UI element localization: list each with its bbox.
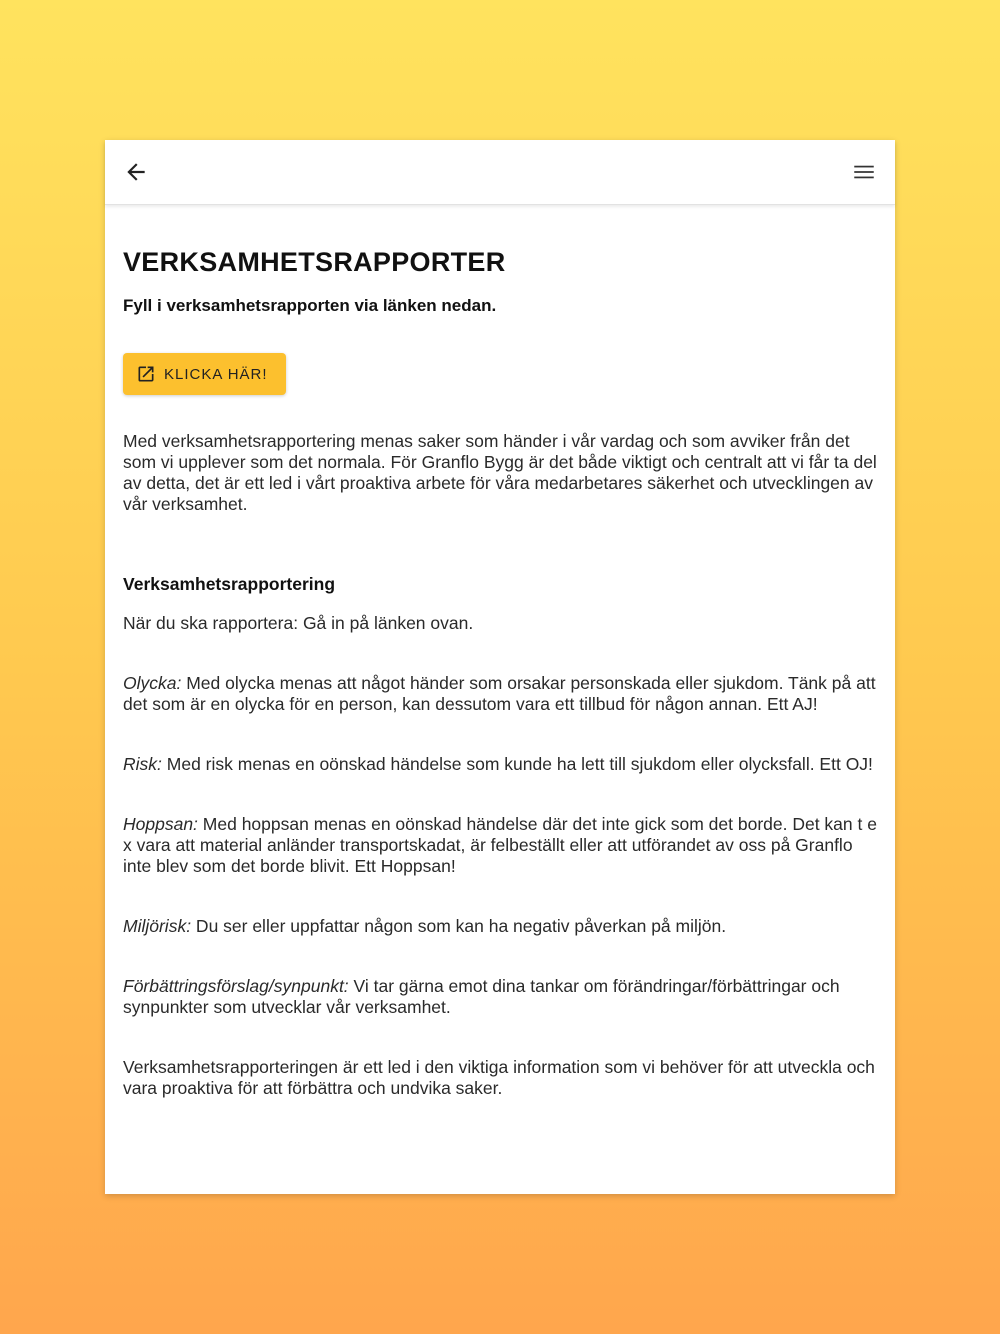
definition-risk <box>123 754 877 775</box>
definition-term: Miljörisk: <box>123 916 192 936</box>
external-link-icon <box>136 364 156 384</box>
page-subtitle: Fyll i verksamhetsrapporten via länken nedan. <box>123 296 497 315</box>
closing-paragraph: Verksamhetsrapporteringen är ett led i den viktiga information som vi behöver för att utveckla och vara proaktiva för att förbättra och undvika saker. <box>123 1057 875 1098</box>
how-to-report-text: När du ska rapportera: Gå in på länken ovan. <box>123 613 474 633</box>
definition-miljorisk <box>123 916 877 937</box>
definition-term: Olycka: <box>123 673 182 693</box>
report-card <box>105 140 895 1194</box>
definition-text: Med risk menas en oönskad händelse som kunde ha lett till sjukdom eller olycksfall. Ett OJ! <box>161 754 873 774</box>
hamburger-menu-icon[interactable] <box>851 159 877 185</box>
intro-paragraph: Med verksamhetsrapportering menas saker som händer i vår vardag och som avviker från det som vi upplever som det normala. För Granflo Bygg är det både viktigt och centralt att vi får ta del av detta, det är ett led i vårt proaktiva arbete för våra medarbetares säkerhet och utvecklingen av vår verksamhet. <box>123 431 877 514</box>
open-report-button[interactable] <box>123 353 286 395</box>
definition-text: Du ser eller uppfattar någon som kan ha negativ påverkan på miljön. <box>191 916 727 936</box>
page-content <box>105 245 895 1099</box>
definition-text: Vi tar gärna emot dina tankar om förändringar/förbättringar och synpunkter som utvecklar vår verksamhet. <box>123 976 840 1017</box>
definition-text: Med hoppsan menas en oönskad händelse där det inte gick som det borde. Det kan t e x vara att material anländer transportskadat, är felbeställt eller att utförandet av oss på Granflo inte blev som det borde blivit. Ett Hoppsan! <box>123 814 877 876</box>
definition-term: Hoppsan: <box>123 814 198 834</box>
open-report-button-label: KLICKA HÄR! <box>164 365 268 383</box>
arrow-left-icon[interactable] <box>123 159 149 185</box>
section-heading: Verksamhetsrapportering <box>123 574 336 594</box>
definition-text: Med olycka menas att något händer som orsakar personskada eller sjukdom. Tänk på att det som är en olycka för en person, kan dessutom vara ett tillbud för någon annan. Ett AJ! <box>123 673 876 714</box>
page-title: VERKSAMHETSRAPPORTER <box>123 247 506 277</box>
definition-term: Risk: <box>123 754 162 774</box>
definition-hoppsan <box>123 814 877 877</box>
definition-olycka <box>123 673 877 715</box>
definition-term: Förbättringsförslag/synpunkt: <box>123 976 349 996</box>
app-bar <box>105 140 895 205</box>
definition-forbattringsforslag <box>123 976 877 1018</box>
